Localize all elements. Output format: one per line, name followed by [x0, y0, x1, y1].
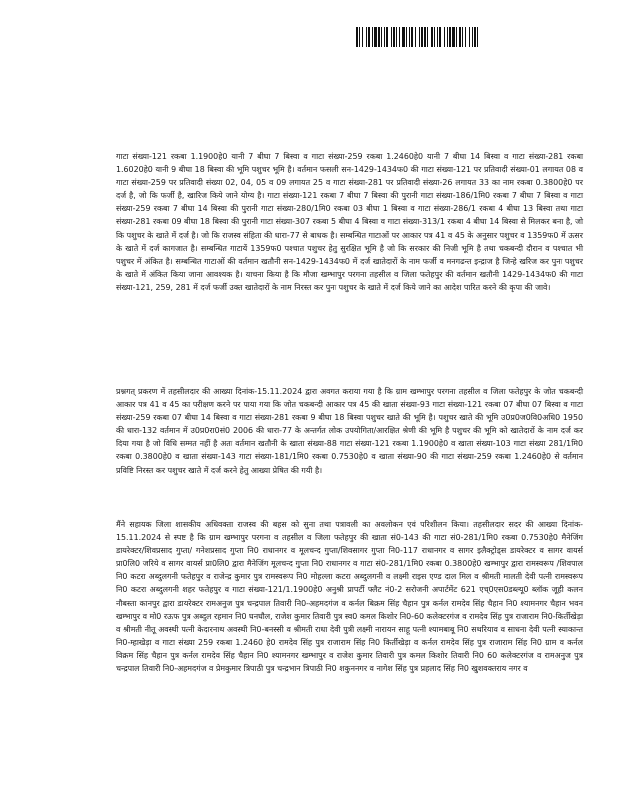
paragraph-tehsildar-report: प्रश्नगत् प्रकरण में तहसीलदार की आख्या दिनांक-15.11.2024 द्वारा अवगत कराया गया है कि ग्राम खम्भापुर परगना तहसील व जिला फतेहपुर के जोत चकबन्दी आकार पत्र 41 व 45 का परीक्षण करने पर पाया गया कि जोत चकबन्दी आकार पत्र 45 की खाता संख्या-93 गाटा संख्या-121 रकबा 07 बीघा 07 बिस्वा व गाटा संख्या-259 रकबा 07 बीघा 14 बिस्वा व गाटा संख्या-281 रकबा 9 बीघा 18 बिस्वा पशुचर खाते की भूमि है। पशुचर खाते की भूमि उ0प्र0ज0वि0अधि0 1950 की धारा-132 वर्तमान में उ0प्र0रा0सं0 2006 की धारा-77 के अन्तर्गत लोक उपयोगिता/आरक्षित श्रेणी की भूमि है पशुचर की भूमि को खातेदारों के नाम दर्ज कर दिया गया है जो विधि सम्मत नहीं है अतः वर्तमान खतौनी के खाता संख्या-88 गाटा संख्या-121 रकबा 1.1900हे0 व खाता संख्या-103 गाटा संख्या 281/1मि0 रकबा 0.3800हे0 व खाता संख्या-143 गाटा संख्या-181/1मि0 रकबा 0.7530हे0 व खाता संख्या-90 की गाटा संख्या-259 रकबा 1.2460हे0 से वर्तमान प्रविष्टि निरस्त कर पशुचर खाते में दर्ज करने हेतु आख्या प्रेषित की गयी है। [116, 387, 583, 475]
paragraph-petition: गाटा संख्या-121 रकबा 1.1900हे0 यानी 7 बीघा 7 बिस्वा व गाटा संख्या-259 रकबा 1.2460हे0 यानी 7 बीघा 14 बिस्वा व गाटा संख्या-281 रकबा 1.6020हे0 यानी 9 बीघा 18 बिस्वा की भूमि पशुचर भूमि है। वर्तमान फसली सन-1429-1434फ0 की गाटा संख्या-121 पर प्रतिवादी संख्या-01 लगायत 08 व गाटा संख्या-259 पर प्रतिवादी संख्या 02, 04, 05 व 09 लगायत 25 व गाटा संख्या-281 पर प्रतिवादी संख्या-26 लगायत 33 का नाम रकबा 0.3800हे0 पर दर्ज है, जो कि फर्जी है, खारिज किये जाने योग्य है। गाटा संख्या-121 रकबा 7 बीघा 7 बिस्वा की पुरानी गाटा संख्या-186/1मि0 रकबा 7 बीघा 7 बिस्वा व गाटा संख्या-259 रकबा 7 बीघा 14 बिस्वा की पुरानी गाटा संख्या-280/1मि0 रकबा 03 बीघा 1 बिस्वा व गाटा संख्या-286/1 रकबा 4 बीघा 13 बिस्वा तथा गाटा संख्या-281 रकबा 09 बीघा 18 बिस्वा की पुरानी गाटा संख्या-307 रकबा 5 बीघा 4 बिस्वा व गाटा संख्या-313/1 रकबा 4 बीघा 14 बिस्वा से मिलकर बना है, जो कि पशुचर के खाते में दर्ज है। जो कि राजस्व संहिता की धारा-77 से बाधक है। सम्बन्धित गाटाओं पर आकार पत्र 41 व 45 के अनुसार पशुचर व 1359फ0 में ऊसर के खाते में दर्ज कागजात है। सम्बन्धित गाटायें 1359फ0 पश्चात पशुचर हेतु सुरक्षित भूमि है जो कि सरकार की निजी भूमि है तथा चकबन्दी दौरान व पश्चात भी पशुचर में अंकित है। सम्बन्धित गाटाओं की वर्तमान खतौनी सन-1429-1434फ0 में दर्ज खातेदारों के नाम फर्जी व मनगढन्त इन्द्राज है जिन्हे खरिज कर पुनः पशुचर के खाते में अंकित किया जाना आवश्यक है। याचना किया है कि मौजा खम्भापुर परगना तहसील व जिला फतेहपुर की वर्तमान खतौनी 1429-1434फ0 की गाटा संख्या-121, 259, 281 में दर्ज फर्जी उक्त खातेदारों के नाम निरस्त कर पुनः पशुचर के खाते में दर्ज किये जाने का आदेश पारित करने की कृपा की जावे। [116, 152, 583, 292]
paragraph-findings: मैंने सहायक जिला शासकीय अधिवक्ता राजस्व की बहस को सुना तथा पत्रावली का अवलोकन एवं परिशीलन किया। तहसीलदार सदर की आख्या दिनांक- 15.11.2024 से स्पष्ट है कि ग्राम खम्भापुर परगना व तहसील व जिला फतेहपुर की खाता सं0-143 की गाटा सं0-281/1मि0 रकबा 0.7530हे0 मैनेजिंग डायरेक्टर/शिवप्रसाद गुप्ता/ गनेशप्रसाद गुप्ता नि0 राधानगर व मूलचन्द गुप्ता/शिवसागर गुप्ता नि0-117 राधानगर व सागर इलैक्ट्रोड्स डायरेक्टर व सागर वायर्स प्रा0लि0 जरिये व सागर वायर्स प्रा0लि0 द्वारा मैनेजिंग मूलचन्द गुप्ता नि0 राधानगर व गाटा सं0-281/1मि0 रकबा 0.3800हे0 खम्भापुर द्वारा रामस्वरूप /शिवपाल नि0 कटरा अब्दुलगनी फतेहपुर व राजेन्द्र कुमार पुत्र रामस्वरूप नि0 मोहल्ला कटरा अब्दुलगनी व लक्ष्मी राइस एण्ड दाल मिल व श्रीमती मालती देवी पत्नी रामस्वरूप नि0 कटरा अब्दुलगनी शहर फतेहपुर व गाटा संख्या-121/1.1900हे0 अनुश्री प्रापर्टी फ्लैट नं0-2 सरोजनी अपार्टमेंट 621 एच्0एस0डब्ल्यू0 ब्लॉक जूही कलन नौबस्ता कानपुर द्वारा डायरेक्टर रामअनुज पुत्र चन्द्रपाल तिवारी नि0-अहमदगंज व कर्नल बिक्रम सिंह चैहान पुत्र कर्नल रामदेव सिंह चैहान नि0 श्यामनगर चैहान भवन खम्भापुर व मो0 रऊफ पुत्र अब्दुल रहमान नि0 घनघौल, राजेश कुमार तिवारी पुत्र स्व0 कमल किशोर नि0-60 कलेक्टरगंज व रामदेव सिंह पुत्र राजाराम नि0-किर्तीखेड़ा व श्रीमती नीतू अवस्थी पत्नी केदारनाथ अवस्थी नि0-बनस्सी व श्रीमती राधा देवी पुत्री लक्ष्मी नारायन साहू पत्नी श्यामबाबू नि0 सथरियाव व साधना देवी पत्नी स्याकान्त नि0-म्हाखेड़ा व गाटा संख्या 259 रकबा 1.2460 हे0 रामदेव सिंह पुत्र राजाराम सिंह नि0 किर्तीखेड़ा व कर्नल रामदेव सिंह पुत्र राजाराम सिंह नि0 ग्राम व कर्नल विक्रम सिंह चैहान पुत्र कर्नल रामदेव सिंह चैहान नि0 श्यामनगर खम्भापुर व राजेश कुमार तिवारी पुत्र कमल किशोर तिवारी नि0 60 कलेक्टरगंज व रामअनुज पुत्र चन्द्रपाल तिवारी नि0-अहमदगंज व प्रेमकुमार त्रिपाठी पुत्र चन्द्रभान त्रिपाठी नि0 शकुननगर व नागेश सिंह पुत्र प्रहलाद सिंह नि0 खुशवक्तराय नगर व [116, 520, 583, 674]
barcode [356, 27, 557, 47]
